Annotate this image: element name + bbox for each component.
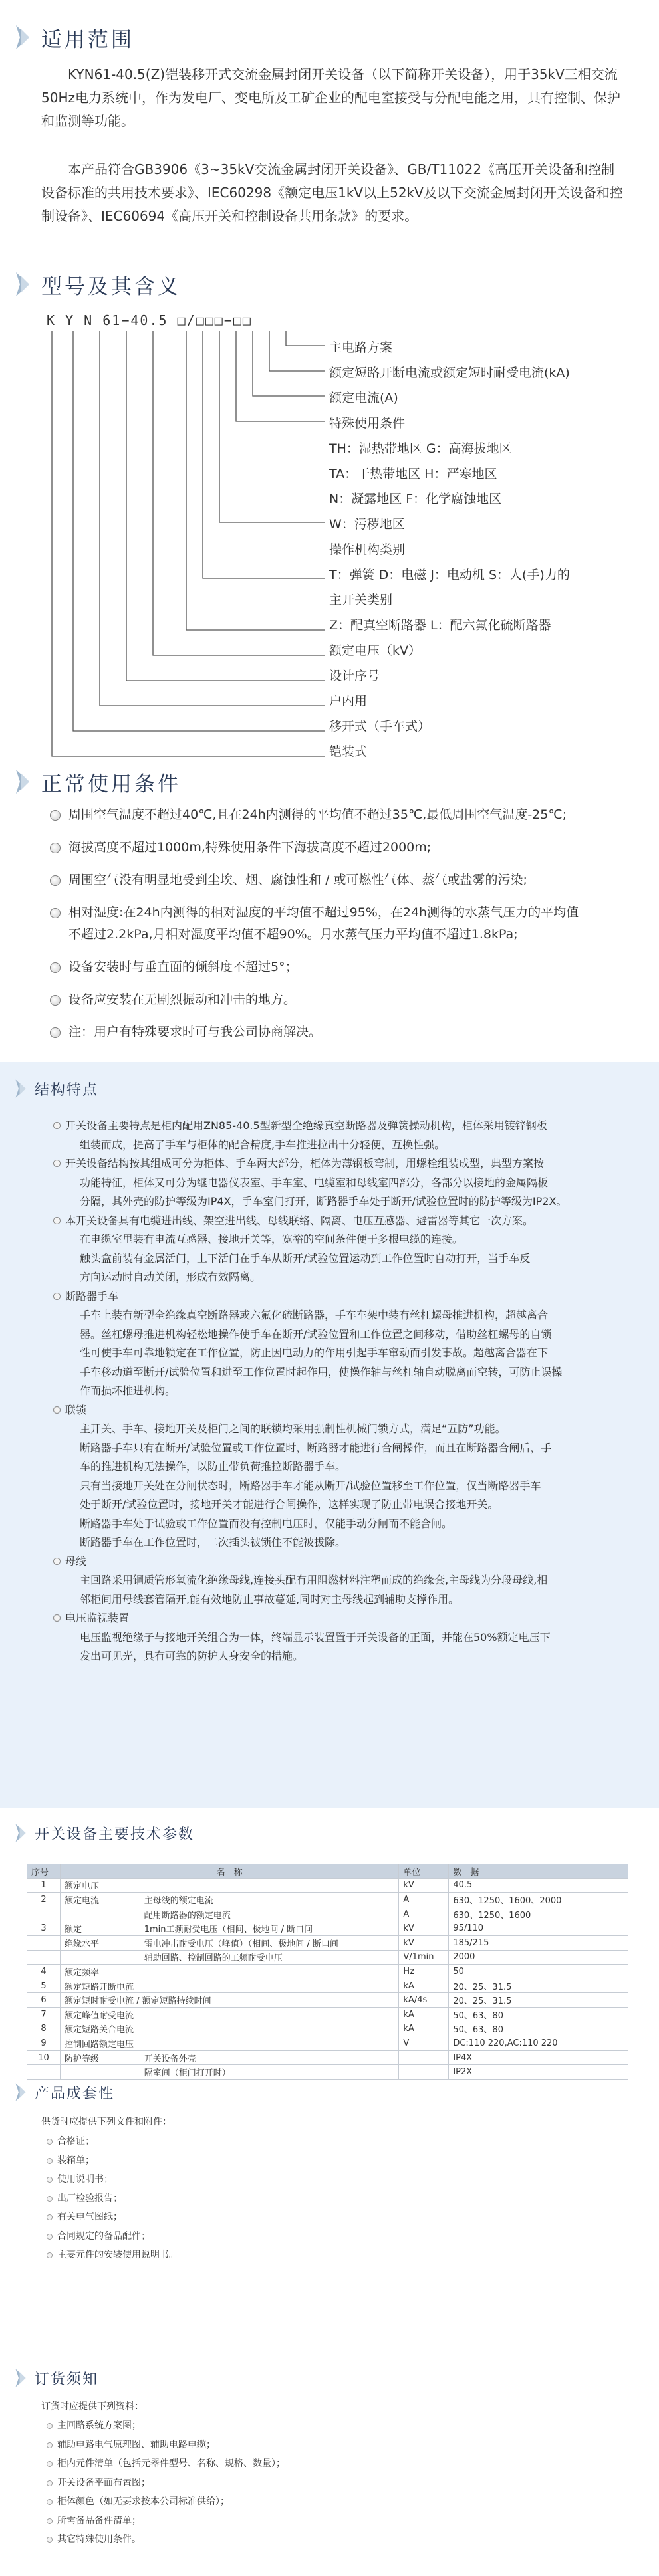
section-header-conditions <box>13 763 181 800</box>
list-item: 海拔高度不超过1000m,特殊使用条件下海拔高度不超过2000m; <box>50 837 648 859</box>
table-row: 6 额定短时耐受电流 / 额定短路持续时间 kA/4s 20、25、31.5 <box>27 1993 628 2008</box>
package-intro: 供货时应提供下列文件和附件： <box>41 2117 172 2127</box>
list-item: 出厂检验报告； <box>47 2189 618 2208</box>
table-header-cell: 数 据 <box>449 1864 628 1879</box>
section-title: 正常使用条件 <box>41 772 181 796</box>
table-row: 辅助回路、控制回路的工频耐受电压 V/1min 2000 <box>27 1950 628 1965</box>
section-header-order <box>13 2359 98 2397</box>
section-title: 适用范围 <box>41 27 134 52</box>
list-item: 使用说明书； <box>47 2170 618 2189</box>
model-label: 额定电流(A) <box>329 391 398 405</box>
section-header-specs <box>13 1814 194 1852</box>
list-item: 主回路系统方案图； <box>47 2416 618 2436</box>
bullet-icon <box>47 2158 53 2164</box>
bullet-icon <box>47 2499 53 2505</box>
table-header-cell: 名 称 <box>60 1864 398 1879</box>
list-item: 柜内元件清单（包括元器件型号、名称、规格、数量）； <box>47 2454 618 2474</box>
bullet-icon <box>53 1558 61 1565</box>
order-list <box>47 2416 618 2549</box>
package-list <box>47 2132 618 2265</box>
list-item: 本开关设备具有电缆进出线、架空进出线、母线联络、隔离、电压互感器、避雷器等其它一次方案。 在电缆室里装有电流互感器、接地开关等，宽裕的空间条件便于多根电缆的连接。 触头盒前装有金属活门，上下活门在手车从断开/试验位置运动到工作位置时自动打开，当手车反 方向运动时自动关闭，形成有效隔离。 <box>53 1212 642 1287</box>
bullet-icon <box>53 1160 61 1167</box>
bullet-icon <box>50 810 61 821</box>
model-label: 设计序号 <box>329 669 380 683</box>
bullet-icon <box>53 1293 61 1300</box>
model-label: 主开关类别 <box>329 593 393 607</box>
list-item: 柜体颜色（如无要求按本公司标准供给）； <box>47 2492 618 2512</box>
order-intro: 订货时应提供下列资料： <box>41 2401 144 2412</box>
section-title: 型号及其含义 <box>41 274 181 299</box>
list-item: 周围空气温度不超过40℃,且在24h内测得的平均值不超过35℃,最低周围空气温度-25℃; <box>50 804 648 826</box>
list-item: 其它特殊使用条件。 <box>47 2530 618 2549</box>
list-item: 断路器手车 手车上装有新型全绝缘真空断路器或六氟化硫断路器，手车车架中装有丝杠螺母推进机构，超越离合 器。丝杠螺母推进机构轻松地操作使手车在断开/试验位置和工作位置之间移动，借助丝杠螺母的自锁 性可使手车可靠地锁定在工作位置，防止因电动力的作用引起手车窜动而引发事故。超越离合器在下 手车移动道至断开/试验位置和进至工作位置时起作用，使操作轴与丝杠轴自动脱离而空转，可防止误操 作而损坏推进机构。 <box>53 1287 642 1401</box>
list-item: 设备应安装在无剧烈振动和冲击的地方。 <box>50 989 648 1011</box>
model-label: 铠装式 <box>329 744 368 759</box>
bullet-icon <box>47 2461 53 2467</box>
bullet-icon <box>47 2423 53 2429</box>
table-row: 配用断路器的额定电流 A 630、1250、1600 <box>27 1907 628 1921</box>
section-header-model <box>13 266 181 303</box>
list-item: 联锁 主开关、手车、接地开关及柜门之间的联锁均采用强制性机械门锁方式，满足“五防”功能。 断路器手车只有在断开/试验位置或工作位置时，断路器才能进行合闸操作，而且在断路器合闸后，手 车的推进机构无法操作，以防止带负荷推拉断路器手车。 只有当接地开关处在分闸状态时，断路器手车才能从断开/试验位置移至工作位置，仅当断路器手车 处于断开/试验位置时，接地开关才能进行合闸操作，这样实现了防止带电误合接地开关。 断路器手车处于试验或工作位置而没有控制电压时，仅能手动分闸而不能合闸。 断路器手车在工作位置时，二次插头被锁住不能被拔除。 <box>53 1401 642 1553</box>
section-header-structure <box>13 1070 98 1107</box>
model-label: TA：干热带地区 H：严寒地区 <box>329 467 497 481</box>
model-label: 户内用 <box>329 694 368 708</box>
model-label: 特殊使用条件 <box>329 416 406 431</box>
model-label: 额定电压（kV） <box>329 643 422 658</box>
bullet-icon <box>47 2480 53 2486</box>
bullet-icon <box>53 1217 61 1224</box>
table-row: 2 额定电流 主母线的额定电流 A 630、1250、1600、2000 <box>27 1893 628 1907</box>
section-bullet-icon <box>13 271 32 298</box>
section-header-scope <box>13 19 134 56</box>
list-item: 开关设备主要特点是柜内配用ZN85-40.5型新型全绝缘真空断路器及弹簧操动机构，柜体采用镀锌钢板 组装而成，提高了手车与柜体的配合精度,手车推进拉出十分轻便，互换性强。 <box>53 1117 642 1154</box>
bullet-icon <box>50 875 61 886</box>
bullet-icon <box>47 2518 53 2524</box>
structure-list <box>53 1117 642 1666</box>
table-row: 8 额定短路关合电流 kA 50、63、80 <box>27 2022 628 2036</box>
table-row: 9 控制回路额定电压 V DC:110 220,AC:110 220 <box>27 2036 628 2051</box>
bullet-icon <box>47 2537 53 2543</box>
model-label: N：凝露地区 F：化学腐蚀地区 <box>329 492 502 506</box>
bullet-icon <box>50 962 61 973</box>
list-item: 合同规定的备品配件； <box>47 2227 618 2246</box>
table-header-cell: 单位 <box>399 1864 449 1879</box>
list-item: 开关设备平面布置图； <box>47 2474 618 2493</box>
section-title: 产品成套性 <box>35 2085 115 2102</box>
model-label: 移开式（手车式） <box>329 719 431 734</box>
model-diagram <box>0 312 659 764</box>
bullet-icon <box>53 1122 61 1129</box>
list-item: 相对湿度:在24h内测得的相对湿度的平均值不超过95%，在24h测得的水蒸气压力的平均值 不超过2.2kPa,月相对湿度平均值不超90%。月水蒸气压力平均值不超过1.8kPa; <box>50 902 648 946</box>
bullet-icon <box>50 908 61 918</box>
section-bullet-icon <box>13 1079 28 1099</box>
list-item: 装箱单； <box>47 2151 618 2171</box>
section-title: 开关设备主要技术参数 <box>35 1826 195 1843</box>
list-item: 设备安装时与垂直面的倾斜度不超过5°； <box>50 956 648 978</box>
bullet-icon <box>47 2214 53 2220</box>
model-label: 额定短路开断电流或额定短时耐受电流(kA) <box>329 366 570 380</box>
table-row: 5 额定短路开断电流 kA 20、25、31.5 <box>27 1979 628 1993</box>
list-item: 开关设备结构按其组成可分为柜体、手车两大部分，柜体为薄钢板弯制，用螺栓组装成型，典型方案按 功能特征，柜体又可分为继电器仪表室、手车室、电缆室和母线室四部分，各部分以接地的金属隔板 分隔，其外壳的防护等级为IP4X，手车室门打开，断路器手车处于断开/试验位置时的防护等级为IP2X。 <box>53 1154 642 1212</box>
section-bullet-icon <box>13 768 32 795</box>
scope-paragraph-1: KYN61-40.5(Z)铠装移开式交流金属封闭开关设备（以下简称开关设备），用于35kV三相交流50Hz电力系统中，作为发电厂、变电所及工矿企业的配电室接受与分配电能之用，具有控制、保护和监测等功能。 <box>41 66 620 129</box>
model-label: W：污秽地区 <box>329 517 405 532</box>
list-item: 辅助电路电气原理图、辅助电路电缆； <box>47 2436 618 2455</box>
model-code: K Y N 61−40.5 □/□□□−□□ <box>47 312 252 328</box>
model-label: 主电路方案 <box>329 340 393 355</box>
list-item: 母线 主回路采用铜质管形氧流化绝缘母线,连接头配有用阻燃材料注塑而成的绝缘套,主母线为分段母线,相 邻柜间用母线套管隔开,能有效地防止事故蔓延,同时对主母线起到辅助支撑作用。 <box>53 1553 642 1610</box>
list-item: 周围空气没有明显地受到尘埃、烟、腐蚀性和 / 或可燃性气体、蒸气或盐雾的污染; <box>50 869 648 891</box>
table-row: 3 额定 1min工频耐受电压（相间、极地间 / 断口间 kV 95/110 <box>27 1921 628 1936</box>
bullet-icon <box>47 2442 53 2448</box>
model-label: Z：配真空断路器 L：配六氟化硫断路器 <box>329 618 551 633</box>
bullet-icon <box>53 1406 61 1414</box>
list-item: 电压监视装置 电压监视绝缘子与接地开关组合为一体，终端显示装置置于开关设备的正面，并能在50%额定电压下 发出可见光，具有可靠的防护人身安全的措施。 <box>53 1609 642 1666</box>
scope-paragraph-2: 本产品符合GB3906《3~35kV交流金属封闭开关设备》、GB/T11022《高压开关设备和控制设备标准的共用技术要求》、IEC60298《额定电压1kV以上52kV及以下交流金属封闭开关设备和控制设备》、IEC60694《高压开关和控制设备共用条款》的要求。 <box>41 161 623 224</box>
section-title: 结构特点 <box>35 1081 99 1099</box>
table-row: 绝缘水平 雷电冲击耐受电压（峰值）（相间、极地间 / 断口间 kV 185/215 <box>27 1935 628 1950</box>
section-header-package <box>13 2074 114 2111</box>
section-bullet-icon <box>13 1823 28 1843</box>
conditions-list <box>50 804 648 1043</box>
bullet-icon <box>53 1614 61 1622</box>
table-row: 10 防护等级 开关设备外壳 IP4X <box>27 2050 628 2065</box>
model-label: TH：湿热带地区 G：高海拔地区 <box>329 441 512 456</box>
model-label: T：弹簧 D：电磁 J：电动机 S：人(手)力的 <box>329 568 570 582</box>
section-bullet-icon <box>13 2082 28 2102</box>
section-bullet-icon <box>13 2368 28 2388</box>
bullet-icon <box>47 2234 53 2240</box>
table-row: 4 额定频率 Hz 50 <box>27 1965 628 1979</box>
bullet-icon <box>47 2252 53 2258</box>
list-item: 所需备品备件清单； <box>47 2512 618 2531</box>
bullet-icon <box>47 2196 53 2202</box>
list-item: 合格证； <box>47 2132 618 2151</box>
table-header-row <box>27 1864 628 1879</box>
spec-table <box>27 1864 628 2080</box>
table-row: 7 额定峰值耐受电流 kA 50、63、80 <box>27 2007 628 2022</box>
model-label: 操作机构类别 <box>329 542 406 557</box>
table-row: 隔室间（柜门打开时） IP2X <box>27 2065 628 2080</box>
bullet-icon <box>47 2177 53 2183</box>
table-row: 1 额定电压 kV 40.5 <box>27 1878 628 1893</box>
list-item: 主要元件的安装使用说明书。 <box>47 2246 618 2265</box>
bullet-icon <box>50 843 61 853</box>
list-item: 注：用户有特殊要求时可与我公司协商解决。 <box>50 1021 648 1043</box>
bullet-icon <box>47 2139 53 2145</box>
table-header-cell: 序号 <box>27 1864 61 1879</box>
bullet-icon <box>50 995 61 1006</box>
section-bullet-icon <box>13 24 32 51</box>
section-title: 订货须知 <box>35 2371 99 2388</box>
bullet-icon <box>50 1027 61 1038</box>
list-item: 有关电气图纸； <box>47 2208 618 2227</box>
